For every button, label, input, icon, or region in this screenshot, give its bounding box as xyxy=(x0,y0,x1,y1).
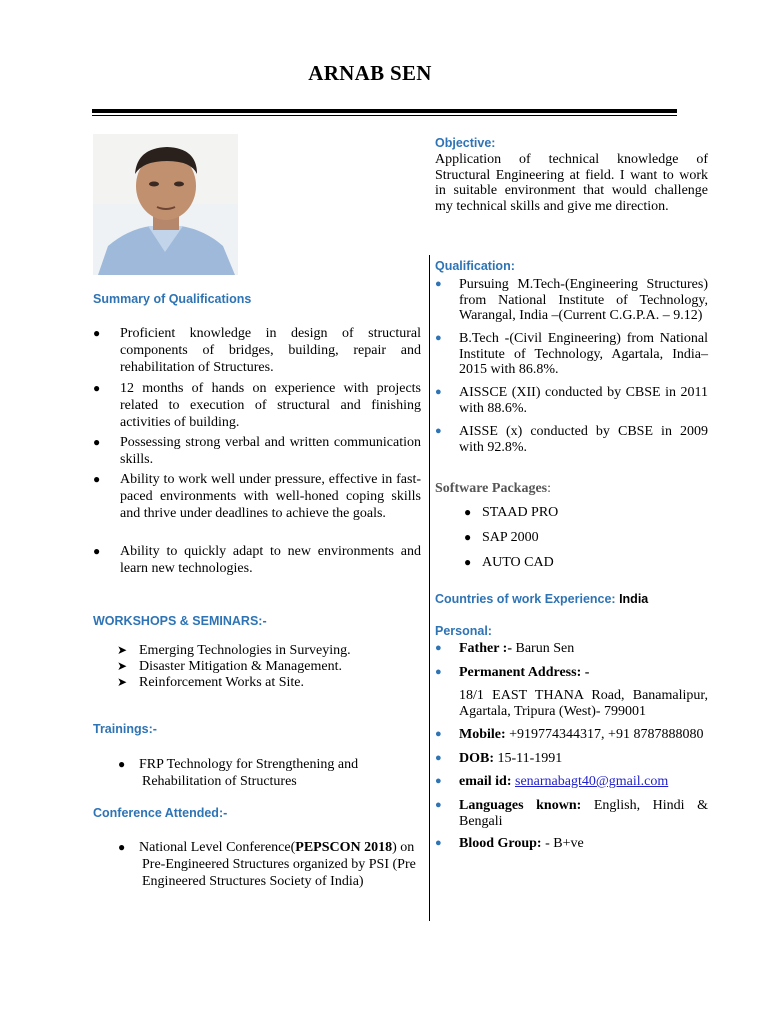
list-item xyxy=(93,543,421,577)
workshop-item-text: Reinforcement Works at Site. xyxy=(139,675,305,690)
list-item xyxy=(464,504,558,521)
software-heading xyxy=(435,480,551,497)
list-item xyxy=(435,727,708,743)
software-item-text: STAAD PRO xyxy=(482,505,559,520)
software-heading-text: Software Packages xyxy=(435,481,548,496)
conference-heading: Conference Attended:- xyxy=(93,806,228,820)
bullet-icon: ● xyxy=(464,555,472,569)
bullet-icon: ● xyxy=(93,472,101,486)
profile-photo xyxy=(93,134,238,275)
objective-heading: Objective: xyxy=(435,136,496,150)
mobile-label: Mobile: xyxy=(459,727,506,742)
email-label: email id: xyxy=(459,774,512,789)
bullet-icon: ● xyxy=(435,837,442,849)
list-item xyxy=(435,331,708,378)
summary-item-text: Ability to work well under pressure, effective in fast-paced environments with well-honed coping skills and thrive under deadlines to achieve the goals. xyxy=(120,472,421,521)
list-item xyxy=(435,774,708,790)
languages-value: English, Hindi & Bengali xyxy=(459,798,708,829)
workshop-item-text: Disaster Mitigation & Management. xyxy=(139,659,342,674)
list-item xyxy=(435,665,708,681)
workshops-heading: WORKSHOPS & SEMINARS:- xyxy=(93,614,267,628)
qualification-item-text: AISSE (x) conducted by CBSE in 2009 with 92.8%. xyxy=(459,424,708,455)
dob-value: 15-11-1991 xyxy=(494,751,563,766)
bullet-icon: ● xyxy=(435,386,442,398)
summary-item-text: 12 months of hands on experience with projects related to execution of structural and finishing activities of building. xyxy=(120,381,421,430)
bullet-icon: ● xyxy=(118,840,126,854)
conference-item-line1 xyxy=(139,839,428,856)
list-item xyxy=(435,424,708,455)
summary-item-text: Proficient knowledge in design of structural components of bridges, building, repair and rehabilitation of Structures. xyxy=(120,326,421,375)
bullet-icon: ● xyxy=(93,544,101,558)
software-item-text: AUTO CAD xyxy=(482,555,554,570)
arrow-bullet-icon: ➤ xyxy=(117,643,128,657)
list-item xyxy=(435,798,708,829)
list-item xyxy=(435,385,708,416)
list-item xyxy=(464,554,554,571)
list-item xyxy=(117,642,417,659)
bullet-icon: ● xyxy=(93,326,101,340)
bullet-icon: ● xyxy=(435,332,442,344)
summary-item-text: Possessing strong verbal and written communication skills. xyxy=(120,435,421,467)
countries-value: India xyxy=(619,592,649,606)
software-item-text: SAP 2000 xyxy=(482,530,539,545)
bullet-icon: ● xyxy=(435,425,442,437)
list-item xyxy=(117,658,417,675)
list-item xyxy=(435,277,708,324)
objective-text: Application of technical knowledge of Structural Engineering at field. I want to work in suitable environment that would challenge my technical skills and give me direction. xyxy=(435,152,708,214)
qualification-item-text: B.Tech -(Civil Engineering) from National Institute of Technology, Agartala, India– 2015 with 86.8%. xyxy=(459,331,708,377)
countries-row xyxy=(435,592,648,606)
bullet-icon: ● xyxy=(464,505,472,519)
header-rule-thin xyxy=(92,115,677,116)
conference-item-line3: Engineered Structures Society of India) xyxy=(142,874,364,889)
list-item xyxy=(93,325,421,376)
conference-name: PEPSCON 2018 xyxy=(295,840,393,855)
bullet-icon: ● xyxy=(464,530,472,544)
address-value: 18/1 EAST THANA Road, Banamalipur, Agartala, Tripura (West)- 799001 xyxy=(459,688,708,719)
list-item xyxy=(435,751,708,767)
qualification-heading: Qualification: xyxy=(435,259,515,273)
bullet-icon: ● xyxy=(435,775,442,787)
languages-label: Languages known: xyxy=(459,798,582,813)
summary-heading: Summary of Qualifications xyxy=(93,292,252,306)
summary-item-text: Ability to quickly adapt to new environments and learn new technologies. xyxy=(120,544,421,576)
column-divider xyxy=(429,255,430,921)
father-value: Barun Sen xyxy=(512,641,575,656)
blood-group-value: - B+ve xyxy=(541,836,584,851)
list-item xyxy=(93,434,421,468)
conference-item-line2: Pre-Engineered Structures organized by PSI (Pre xyxy=(142,857,416,872)
bullet-icon: ● xyxy=(93,435,101,449)
arrow-bullet-icon: ➤ xyxy=(117,675,128,689)
workshop-item-text: Emerging Technologies in Surveying. xyxy=(139,643,351,658)
resume-name: ARNAB SEN xyxy=(308,61,432,85)
bullet-icon: ● xyxy=(435,752,442,764)
conference-text: National Level Conference( xyxy=(139,840,296,855)
dob-label: DOB: xyxy=(459,751,494,766)
training-item-line1: FRP Technology for Strengthening and xyxy=(139,757,359,772)
bullet-icon: ● xyxy=(93,381,101,395)
blood-group-label: Blood Group: xyxy=(459,836,542,851)
list-item xyxy=(93,471,421,522)
father-label: Father :- xyxy=(459,641,512,656)
bullet-icon: ● xyxy=(435,278,442,290)
countries-heading: Countries of work Experience: xyxy=(435,592,620,606)
list-item xyxy=(93,380,421,431)
list-item xyxy=(117,674,417,691)
arrow-bullet-icon: ➤ xyxy=(117,659,128,673)
personal-heading: Personal: xyxy=(435,624,492,638)
mobile-value: +919774344317, +91 8787888080 xyxy=(505,727,704,742)
software-heading-colon: : xyxy=(547,481,551,496)
address-label: Permanent Address: - xyxy=(459,665,590,680)
bullet-icon: ● xyxy=(435,728,442,740)
address-text xyxy=(435,688,708,719)
trainings-list xyxy=(118,756,418,790)
conference-list xyxy=(118,839,428,890)
list-item xyxy=(435,836,708,852)
email-link[interactable]: senarnabagt40@gmail.com xyxy=(515,774,669,789)
conference-text-end: ) on xyxy=(392,840,415,855)
header-rule-thick xyxy=(92,109,677,113)
bullet-icon: ● xyxy=(435,642,442,654)
list-item xyxy=(435,641,708,657)
qualification-item-text: Pursuing M.Tech-(Engineering Structures) from National Institute of Technology, Warangal, India –(Current C.G.P.A. – 9.12) xyxy=(459,277,708,323)
training-item-line2: Rehabilitation of Structures xyxy=(142,774,297,789)
list-item xyxy=(464,529,539,546)
bullet-icon: ● xyxy=(435,666,442,678)
trainings-heading: Trainings:- xyxy=(93,722,157,736)
qualification-item-text: AISSCE (XII) conducted by CBSE in 2011 with 88.6%. xyxy=(459,385,708,416)
bullet-icon: ● xyxy=(435,799,442,811)
bullet-icon: ● xyxy=(118,757,126,771)
